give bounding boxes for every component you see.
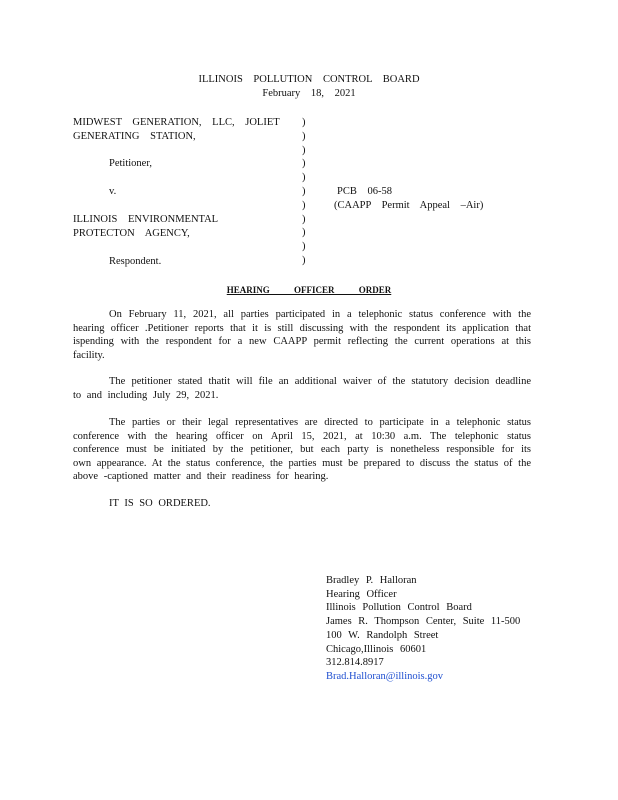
caption-paren: ) xyxy=(302,144,306,156)
signer-board: Illinois Pollution Control Board xyxy=(326,602,472,614)
versus-label: v. xyxy=(109,186,117,197)
caption-paren: ) xyxy=(302,227,306,239)
order-paragraph-4: IT IS SO ORDERED. xyxy=(109,498,211,509)
caption-parentheses xyxy=(302,116,310,268)
signer-city: Chicago,Illinois 60601 xyxy=(326,643,427,655)
petitioner-label: Petitioner, xyxy=(109,158,153,169)
signature-block xyxy=(326,574,520,684)
order-paragraph-3: The parties or their legal representatives are directed to participate in a telephonic status conference with the hearing officer on April 15, 2021, at 10:30 a.m. The telephonic status conference must be initiated by the petitioner, but each party is nonetheless responsible for its own appearance. At the status conference, the parties must be prepared to discuss the status of the above -captioned matter and their readiness for hearing. xyxy=(73,417,531,482)
caption-paren: ) xyxy=(302,158,306,170)
signer-street: 100 W. Randolph Street xyxy=(326,629,439,641)
signer-title: Hearing Officer xyxy=(326,588,397,600)
signer-name: Bradley P. Halloran xyxy=(326,575,417,586)
signer-building: James R. Thompson Center, Suite 11-500 xyxy=(326,616,521,628)
order-paragraph-1: On February 11, 2021, all parties participated in a telephonic status conference with the hearing officer .Petitioner reports that it is still discussing with the respondent its application that ispending with the respondent for a new CAAPP permit reflecting the current operations at this facility. xyxy=(73,309,531,361)
respondent-name-line2: PROTECTON AGENCY, xyxy=(73,228,190,239)
order-paragraph-2: The petitioner stated thatit will file an additional waiver of the statutory decision deadline to and including July 29, 2021. xyxy=(73,376,531,401)
respondent-name-line1: ILLINOIS ENVIRONMENTAL xyxy=(73,214,219,225)
respondent-label: Respondent. xyxy=(109,256,162,267)
document-date: February 18, 2021 xyxy=(262,88,356,99)
caption-paren: ) xyxy=(302,241,306,253)
caption-paren: ) xyxy=(302,172,306,184)
board-title: ILLINOIS POLLUTION CONTROL BOARD xyxy=(198,74,420,85)
caption-paren: ) xyxy=(302,185,306,197)
petitioner-name-line2: GENERATING STATION, xyxy=(73,131,196,142)
signer-phone: 312.814.8917 xyxy=(326,657,384,669)
order-title: HEARING OFFICER ORDER xyxy=(226,285,392,295)
petitioner-name-line1: MIDWEST GENERATION, LLC, JOLIET xyxy=(73,117,280,128)
signer-email-link[interactable]: Brad.Halloran@illinois.gov xyxy=(326,670,443,682)
caption-paren: ) xyxy=(302,130,306,142)
case-number: PCB 06-58 xyxy=(337,186,392,197)
caption-paren: ) xyxy=(302,117,306,128)
case-type: (CAAPP Permit Appeal –Air) xyxy=(334,200,484,211)
caption-paren: ) xyxy=(302,254,306,266)
caption-paren: ) xyxy=(302,213,306,225)
caption-paren: ) xyxy=(302,199,306,211)
